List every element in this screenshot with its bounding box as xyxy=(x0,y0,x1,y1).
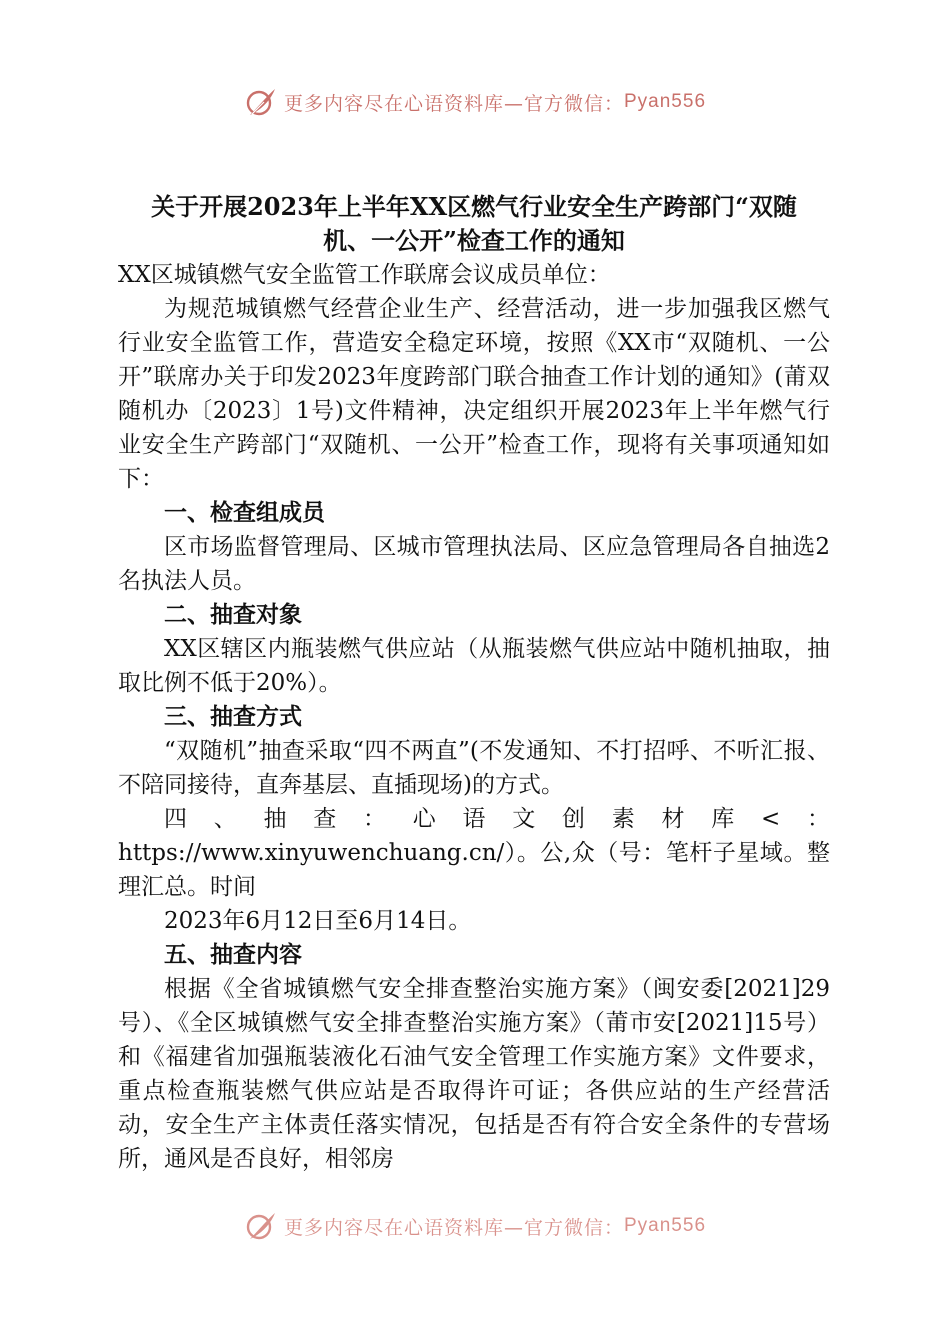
feather-pen-logo-icon xyxy=(244,85,278,119)
salutation: XX区城镇燃气安全监管工作联席会议成员单位： xyxy=(118,262,611,288)
watermark-text: 更多内容尽在心语资料库—官方微信： xyxy=(283,92,624,115)
watermark-banner-bottom xyxy=(0,1206,950,1246)
section-1-heading: 一、检查组成员 xyxy=(164,499,325,526)
section-3-body: “双随机”抽查采取“四不两直”(不发通知、不打招呼、不听汇报、不陪同接待，直奔基层、直插现场)的方式。 xyxy=(118,738,830,798)
section-3-heading: 三、抽查方式 xyxy=(164,703,302,730)
document-body xyxy=(118,190,830,1176)
section-2-body: XX区辖区内瓶装燃气供应站（从瓶装燃气供应站中随机抽取，抽取比例不低于20%）。 xyxy=(118,636,830,696)
watermark-banner-top xyxy=(0,82,950,122)
section-1-body: 区市场监督管理局、区城市管理执法局、区应急管理局各自抽选2名执法人员。 xyxy=(118,534,830,594)
section-2-heading: 二、抽查对象 xyxy=(164,601,302,628)
watermark-wechat-id: Pyan556 xyxy=(624,1215,707,1236)
title-line-1: 关于开展2023年上半年XX区燃气行业安全生产跨部门“双随 xyxy=(151,192,797,221)
watermark-text: 更多内容尽在心语资料库—官方微信： xyxy=(283,1216,624,1239)
watermark-wechat-id: Pyan556 xyxy=(624,91,707,112)
intro-paragraph: 为规范城镇燃气经营企业生产、经营活动，进一步加强我区燃气行业安全监管工作，营造安全稳定环境，按照《XX市“双随机、一公开”联席办关于印发2023年度跨部门联合抽查工作计划的通知》(莆双随机办〔2023〕1号)文件精神，决定组织开展2023年上半年燃气行业安全生产跨部门“双随机、一公开”检查工作，现将有关事项通知如下： xyxy=(118,296,830,492)
section-5-heading: 五、抽查内容 xyxy=(164,941,302,968)
section-4-heading: 四、抽查：心语文创素材库<：https://www.xinyuwenchuang.cn/）。公,众（号：笔杆子星域。整理汇总。时间 xyxy=(118,806,830,900)
section-5-body: 根据《全省城镇燃气安全排查整治实施方案》（闽安委[2021]29号）、《全区城镇燃气安全排查整治实施方案》（莆市安[2021]15号）和《福建省加强瓶装液化石油气安全管理工作实施方案》文件要求，重点检查瓶装燃气供应站是否取得许可证；各供应站的生产经营活动，安全生产主体责任落实情况，包括是否有符合安全条件的专营场所，通风是否良好，相邻房 xyxy=(118,976,830,1172)
document-title xyxy=(118,190,830,258)
title-line-2: 机、一公开”检查工作的通知 xyxy=(323,226,625,255)
feather-pen-logo-icon xyxy=(244,1209,278,1243)
section-4-body: 2023年6月12日至6月14日。 xyxy=(164,908,472,934)
